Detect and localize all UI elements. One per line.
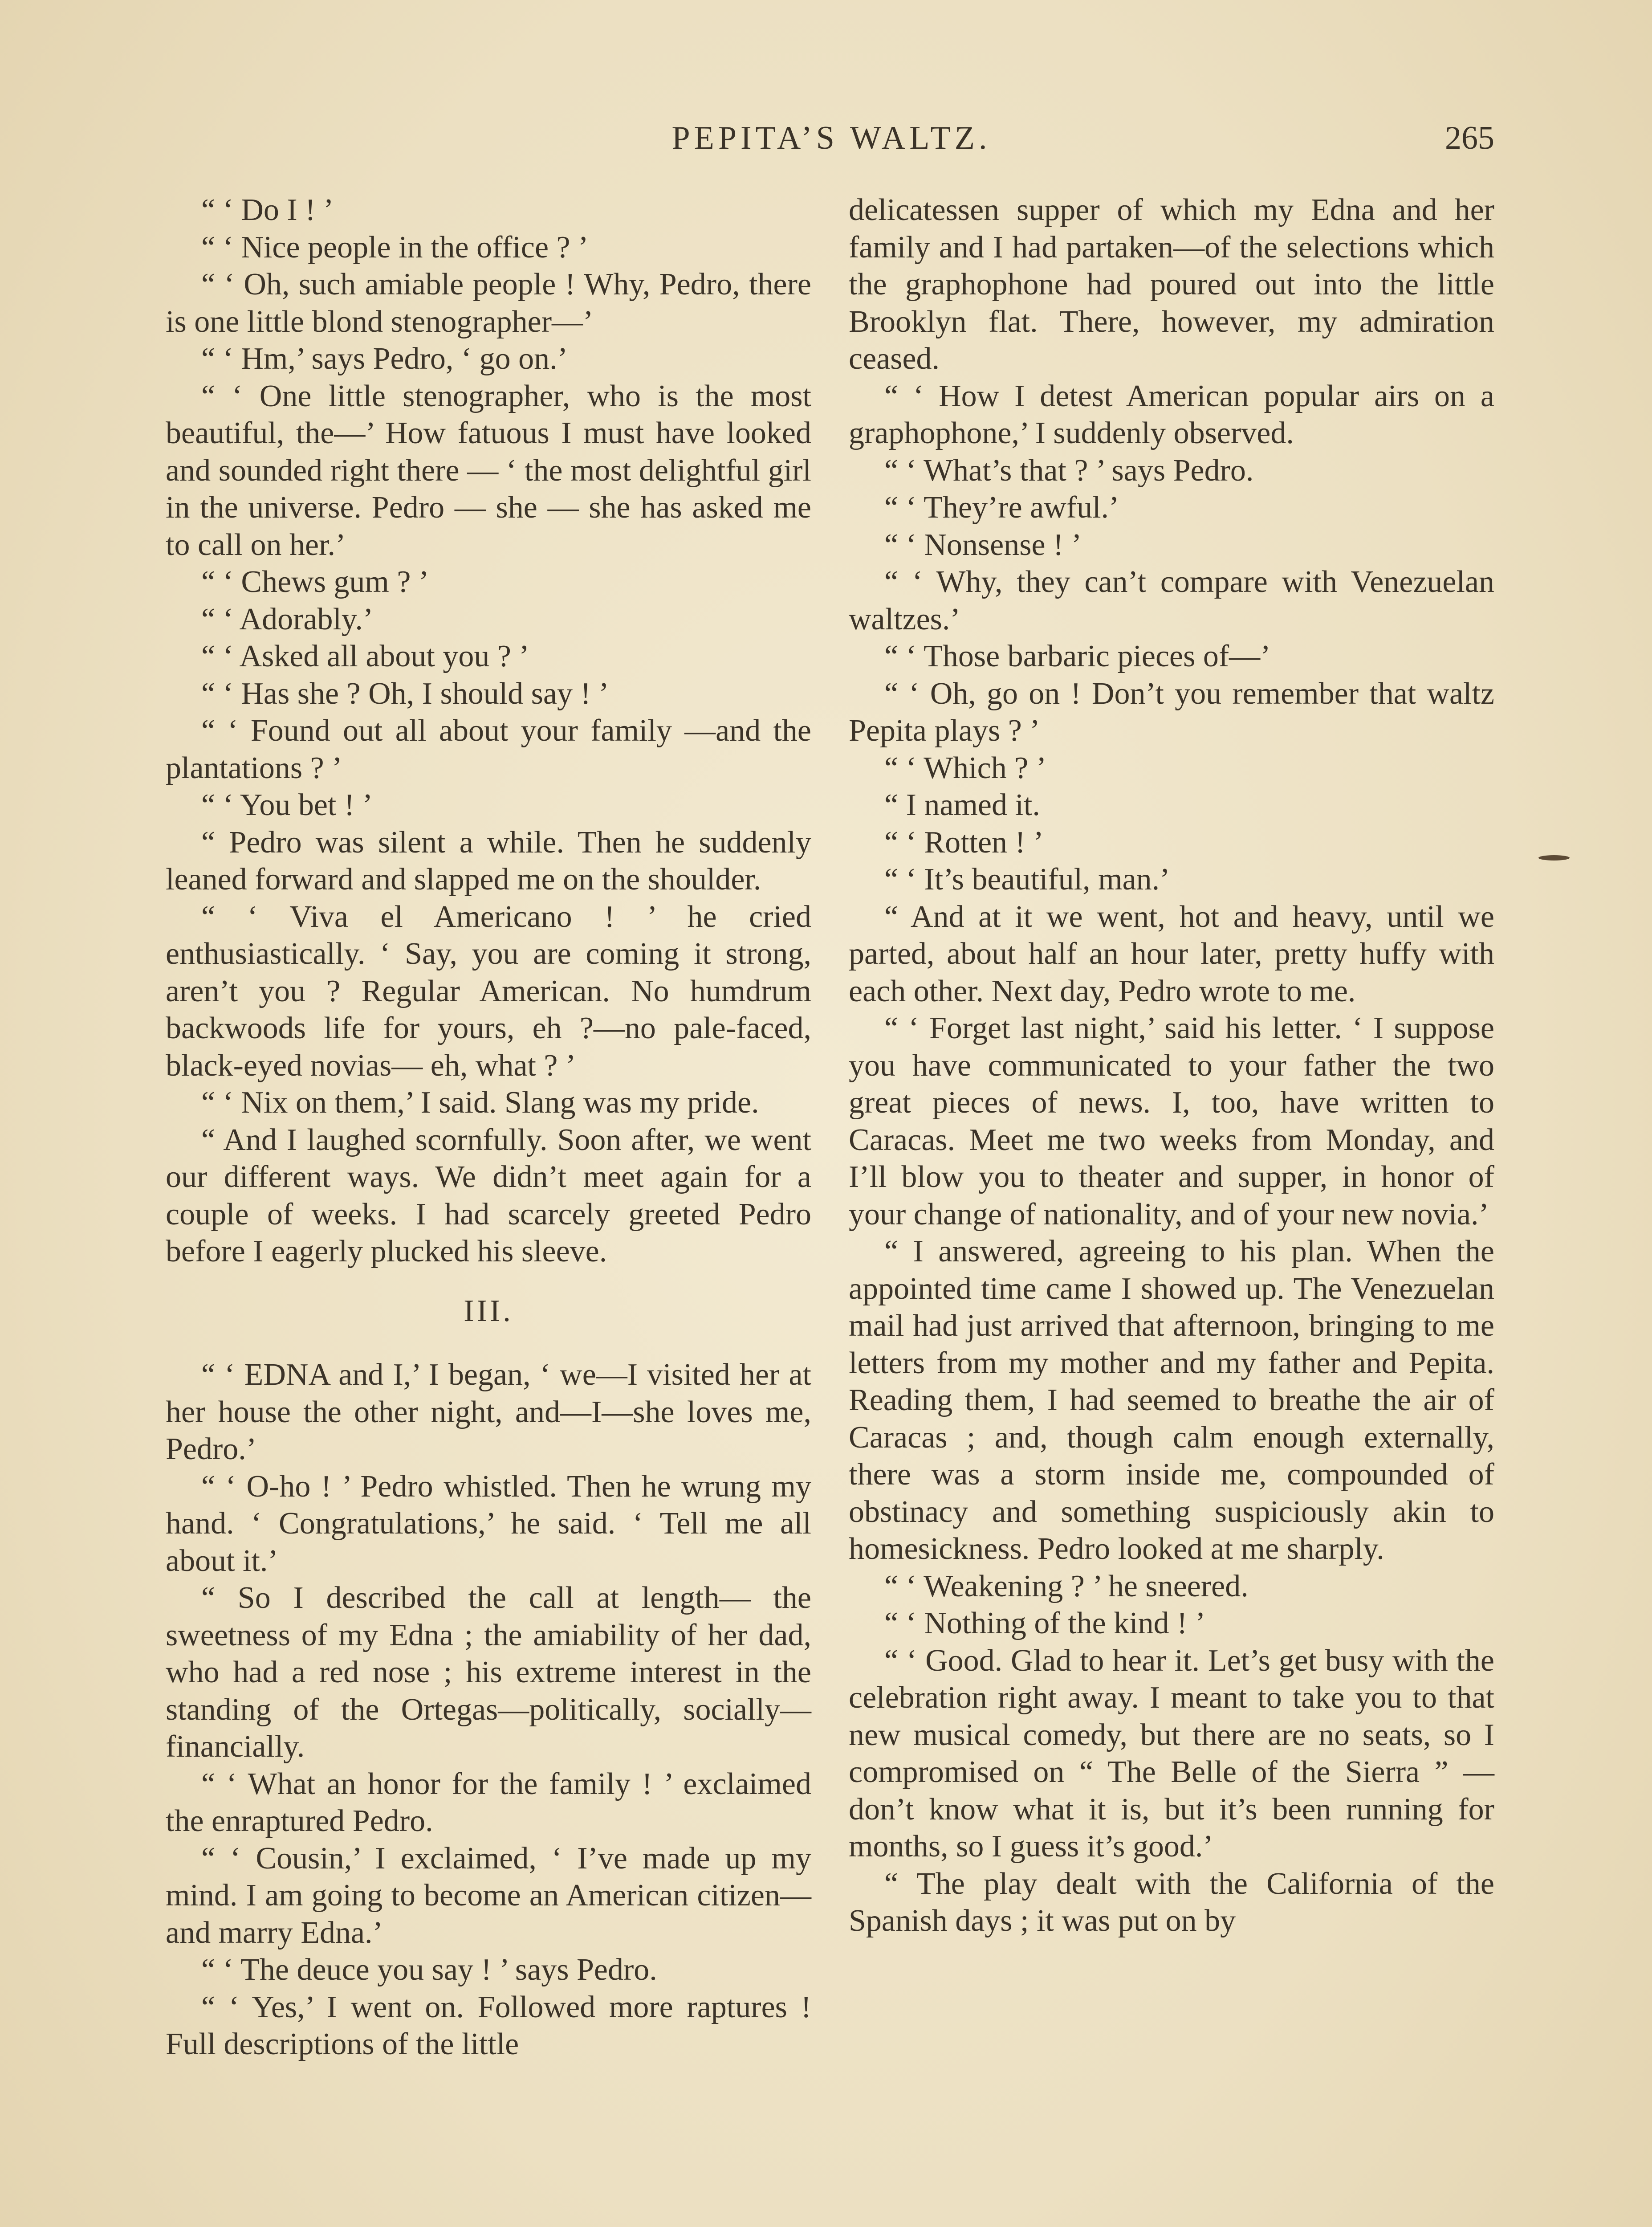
paragraph: “ So I described the call at length— the sweetness of my Edna ; the amiability of her dad, who had a red nose ; his extreme interest in the standing of the Ortegas—politically, socially—financially. <box>166 1581 811 1764</box>
paragraph: “ ‘ Viva el Americano ! ’ he cried enthusiastically. ‘ Say, you are coming it strong, aren’t you ? Regular American. No humdrum backwoods life for yours, eh ?—no pale-faced, black-eyed novias— eh, what ? ’ <box>166 899 811 1083</box>
paragraph: “ Pedro was silent a while. Then he suddenly leaned forward and slapped me on the shoulder. <box>166 825 811 897</box>
paragraph: “ ‘ Yes,’ I went on. Followed more raptures ! Full descriptions of the little <box>166 1990 811 2061</box>
paragraph: “ ‘ Those barbaric pieces of—’ <box>884 639 1271 673</box>
paragraph: “ ‘ Adorably.’ <box>201 602 374 636</box>
page-header <box>168 114 1494 163</box>
paragraph: “ ‘ Weakening ? ’ he sneered. <box>884 1569 1249 1603</box>
paragraph: “ ‘ Forget last night,’ said his letter. ‘ I suppose you have communicated to your father the two great pieces of news. I, too, have written to Caracas. Meet me two weeks from Monday, and I’ll blow you to theater and supper, in honor of your change of nationality, and of your new novia.’ <box>849 1011 1494 1232</box>
paper-speck <box>1538 855 1570 861</box>
paragraph: “ ‘ It’s beautiful, man.’ <box>884 862 1170 897</box>
paragraph: delicatessen supper of which my Edna and her family and I had partaken—of the selections which the graphophone had poured out into the little Brooklyn flat. There, however, my admiration ceased. <box>849 193 1494 376</box>
paragraph: “ ‘ Oh, go on ! Don’t you remember that waltz Pepita plays ? ’ <box>849 676 1494 748</box>
paragraph: “ ‘ Found out all about your family —and the plantations ? ’ <box>166 714 811 785</box>
paragraph: “ ‘ O-ho ! ’ Pedro whistled. Then he wrung my hand. ‘ Congratulations,’ he said. ‘ Tell me all about it.’ <box>166 1469 811 1578</box>
paragraph: “ ‘ Rotten ! ’ <box>884 825 1044 860</box>
paragraph: “ And at it we went, hot and heavy, until we parted, about half an hour later, pretty huffy with each other. Next day, Pedro wrote to me. <box>849 899 1494 1008</box>
right-column <box>849 192 1494 1940</box>
paragraph: “ ‘ Which ? ’ <box>884 750 1047 785</box>
paragraph: “ ‘ Cousin,’ I exclaimed, ‘ I’ve made up my mind. I am going to become an American citizen—and marry Edna.’ <box>166 1841 811 1950</box>
running-title: PEPITA’S WALTZ. <box>671 120 991 156</box>
paragraph: “ ‘ EDNA and I,’ I began, ‘ we—I visited her at her house the other night, and—I—she loves me, Pedro.’ <box>166 1358 811 1466</box>
paragraph: “ I named it. <box>884 788 1040 822</box>
paragraph: “ ‘ Nonsense ! ’ <box>884 527 1082 562</box>
paragraph: “ I answered, agreeing to his plan. When the appointed time came I showed up. The Venezuelan mail had just arrived that afternoon, bringing to me letters from my mother and my father and Pepita. Reading them, I had seemed to breathe the air of Caracas ; and, though calm enough externally, there was a storm inside me, compounded of obstinacy and something suspiciously akin to homesickness. Pedro looked at me sharply. <box>849 1234 1494 1566</box>
paragraph: “ ‘ How I detest American popular airs on a graphophone,’ I suddenly observed. <box>849 379 1494 450</box>
paragraph: “ ‘ Oh, such amiable people ! Why, Pedro, there is one little blond stenographer—’ <box>166 267 811 339</box>
page-number: 265 <box>1445 120 1494 156</box>
paragraph: “ ‘ One little stenographer, who is the most beautiful, the—’ How fatuous I must have looked and sounded right there — ‘ the most delightful girl in the universe. Pedro — she — she has asked me to call on her.’ <box>166 379 811 562</box>
left-column <box>166 192 811 2063</box>
paragraph: “ ‘ Has she ? Oh, I should say ! ’ <box>201 676 609 711</box>
paragraph: “ ‘ Asked all about you ? ’ <box>201 639 529 673</box>
paragraph: “ ‘ They’re awful.’ <box>884 490 1119 525</box>
paragraph: “ ‘ Nix on them,’ I said. Slang was my pride. <box>201 1085 759 1120</box>
paragraph: “ ‘ You bet ! ’ <box>201 788 373 822</box>
paragraph: “ ‘ Do I ! ’ <box>201 193 334 227</box>
paragraph: “ ‘ What an honor for the family ! ’ exclaimed the enraptured Pedro. <box>166 1766 811 1838</box>
paragraph: “ ‘ Nothing of the kind ! ’ <box>884 1606 1206 1640</box>
paragraph: “ ‘ Hm,’ says Pedro, ‘ go on.’ <box>201 342 568 376</box>
paragraph: “ ‘ The deuce you say ! ’ says Pedro. <box>201 1953 657 1987</box>
paragraph: “ ‘ What’s that ? ’ says Pedro. <box>884 453 1254 488</box>
paragraph: “ And I laughed scornfully. Soon after, we went our different ways. We didn’t meet again for a couple of weeks. I had scarcely greeted Pedro before I eagerly plucked his sleeve. <box>166 1122 811 1268</box>
paragraph: “ ‘ Good. Glad to hear it. Let’s get busy with the celebration right away. I meant to take you to that new musical comedy, but there are no seats, so I compromised on “ The Belle of the Sierra ” —don’t know what it is, but it’s been running for months, so I guess it’s good.’ <box>849 1643 1494 1864</box>
paragraph: “ ‘ Why, they can’t compare with Venezuelan waltzes.’ <box>849 565 1494 636</box>
paragraph: “ ‘ Nice people in the office ? ’ <box>201 230 589 265</box>
section-heading: III. <box>464 1293 513 1328</box>
paragraph: “ The play dealt with the California of the Spanish days ; it was put on by <box>849 1866 1494 1938</box>
paragraph: “ ‘ Chews gum ? ’ <box>201 565 429 599</box>
